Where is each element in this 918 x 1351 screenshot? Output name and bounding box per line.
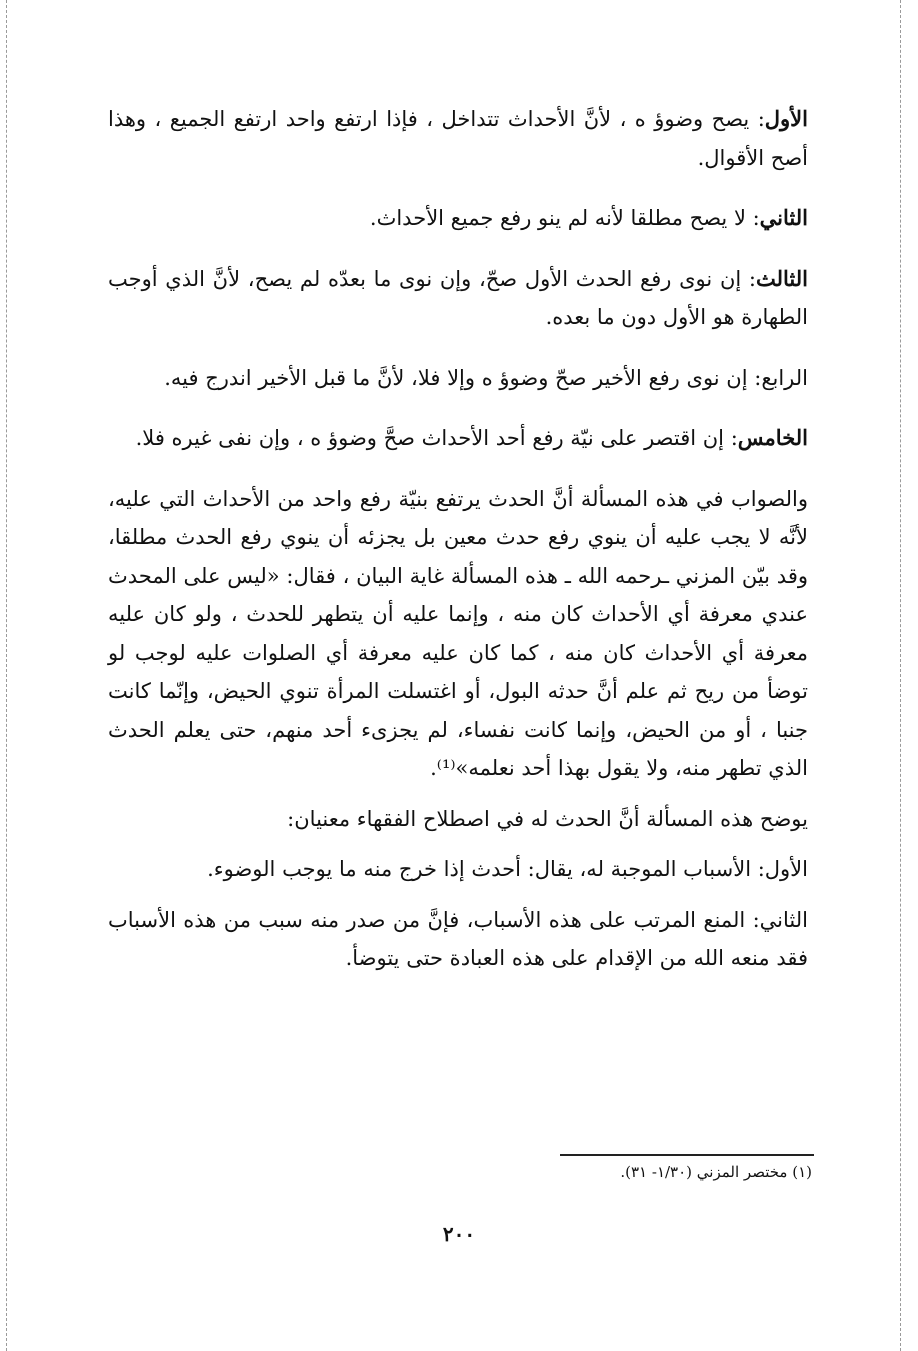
page-body	[108, 100, 808, 978]
paragraph-first-meaning	[108, 850, 808, 889]
paragraph-text: والصواب في هذه المسألة أنَّ الحدث يرتفع بنيّة رفع واحد من الأحداث التي عليه، لأنَّه لا يجب عليه أن ينوي رفع حدث معين بل يجزئه أن ينوي رفع الحدث مطلقا، وقد بيّن المزني ـرحمه الله ـ هذه المسألة غاية البيان ، فقال: «ليس على المحدث عندي معرفة أي الأحداث كان منه ، وإنما عليه أن يتطهر للحدث ، ولو كان عليه معرفة أي الأحداث كان منه ، كما كان عليه معرفة أي الصلوات عليه لوجب لو توضأ من ريح ثم علم أنَّ حدثه البول، أو اغتسلت المرأة تنوي الحيض، وإنّما كانت جنبا ، أو من الحيض، وإنما كانت نفساء، لم يجزىء أحد منهم، حتى يعلم الحدث الذي تطهر منه، ولا يقول بهذا أحد نعلمه»⁽¹⁾.	[108, 486, 808, 780]
paragraph-text: : يصح وضوؤ ه ، لأنَّ الأحداث تتداخل ، فإذا ارتفع واحد ارتفع الجميع ، وهذا أصح الأقوال.	[108, 107, 808, 170]
paragraph-first-opinion	[108, 100, 808, 177]
footnote-divider	[560, 1154, 814, 1156]
opinion-label: الثالث	[756, 265, 808, 291]
paragraph-fifth-opinion	[108, 419, 808, 458]
paragraph-fourth-opinion	[108, 359, 808, 398]
paragraph-second-meaning	[108, 901, 808, 978]
footnote: (١) مختصر المزني (١/٣٠- ٣١).	[620, 1163, 812, 1181]
paragraph-clarification	[108, 800, 808, 839]
paragraph-text: : لا يصح مطلقا لأنه لم ينو رفع جميع الأحداث.	[369, 206, 760, 230]
paragraph-second-opinion	[108, 199, 808, 238]
paragraph-text: الرابع: إن نوى رفع الأخير صحّ وضوؤ ه وإلا فلا، لأنَّ ما قبل الأخير اندرج فيه.	[164, 365, 808, 390]
paragraph-text: الأول: الأسباب الموجبة له، يقال: أحدث إذا خرج منه ما يوجب الوضوء.	[207, 857, 808, 881]
opinion-label: الثاني	[759, 205, 808, 230]
opinion-label: الأول	[764, 106, 808, 131]
paragraph-correct-view	[108, 480, 808, 788]
paragraph-text: : إن نوى رفع الحدث الأول صحّ، وإن نوى ما بعدّه لم يصح، لأنَّ الذي أوجب الطهارة هو الأول دون ما بعده.	[108, 266, 808, 329]
paragraph-text: يوضح هذه المسألة أنَّ الحدث له في اصطلاح الفقهاء معنيان:	[287, 806, 808, 831]
page-edge-right	[900, 0, 901, 1351]
paragraph-text: : إن اقتصر على نيّة رفع أحد الأحداث صحَّ وضوؤ ه ، وإن نفى غيره فلا.	[135, 426, 738, 450]
opinion-label: الخامس	[737, 425, 808, 450]
page-edge-left	[6, 0, 7, 1351]
paragraph-text: الثاني: المنع المرتب على هذه الأسباب، فإنَّ من صدر منه سبب من هذه الأسباب فقد منعه الله من الإقدام على هذه العبادة حتى يتوضأ.	[108, 907, 808, 970]
page-number: ٢٠٠	[442, 1222, 476, 1246]
paragraph-third-opinion	[108, 260, 808, 337]
